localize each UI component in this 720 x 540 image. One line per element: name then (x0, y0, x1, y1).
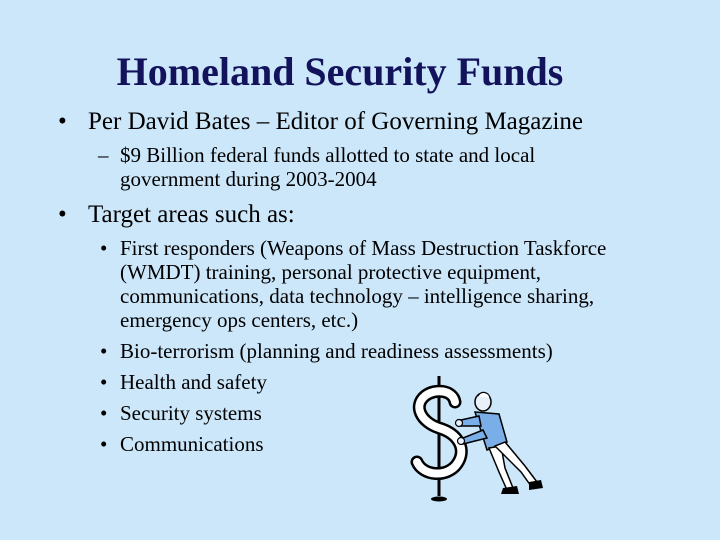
list-item-text: Health and safety (120, 370, 267, 394)
list-item (98, 432, 658, 456)
list-item-text: Bio-terrorism (planning and readiness assessments) (120, 339, 553, 363)
list-item-text: First responders (Weapons of Mass Destruction Taskforce (WMDT) training, personal protective equipment, communications, data technology – intelligence sharing, emergency ops centers, etc.) (120, 236, 607, 332)
bullet-marker: • (58, 201, 67, 228)
sub-bullet-text: $9 Billion federal funds allotted to state and local government during 2003-2004 (120, 143, 536, 191)
dollar-pushing-man-icon (395, 368, 555, 508)
list-item (98, 401, 658, 425)
bullet-marker: • (100, 236, 108, 260)
list-item-text: Security systems (120, 401, 262, 425)
bullet-marker: • (58, 108, 67, 135)
dash-marker: – (98, 143, 109, 167)
list-item (98, 236, 658, 332)
list-item (98, 339, 658, 363)
list-item-text: Communications (120, 432, 264, 456)
slide-title: Homeland Security Funds (116, 49, 564, 94)
bullet-text: Target areas such as: (88, 201, 295, 228)
bullet-text: Per David Bates – Editor of Governing Magazine (88, 108, 584, 135)
bullet-marker: • (100, 339, 108, 363)
target-areas-list (98, 236, 658, 463)
list-item (98, 370, 658, 394)
bullet-marker: • (100, 370, 108, 394)
bullet-marker: • (100, 432, 108, 456)
bullet-marker: • (100, 401, 108, 425)
